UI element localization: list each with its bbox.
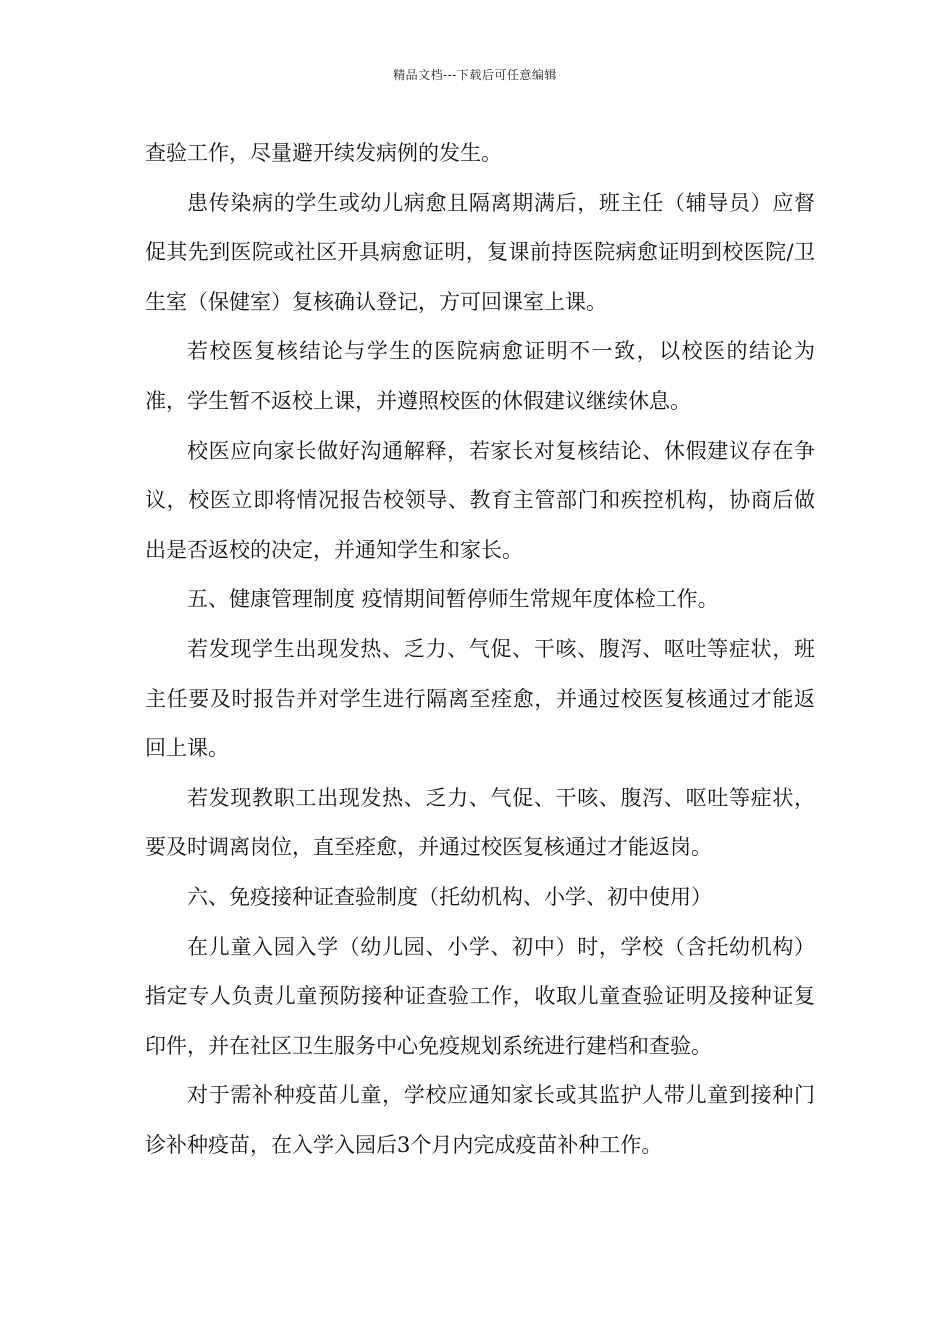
document-body xyxy=(145,129,815,1170)
paragraph: 对于需补种疫苗儿童，学校应通知家长或其监护人带儿童到接种门诊补种疫苗，在入学入园后3个月内完成疫苗补种工作。 xyxy=(145,1083,815,1157)
paragraph: 在儿童入园入学（幼儿园、小学、初中）时，学校（含托幼机构）指定专人负责儿童预防接种证查验工作，收取儿童查验证明及接种证复印件，并在社区卫生服务中心免疫规划系统进行建档和查验。 xyxy=(145,934,815,1058)
paragraph: 若发现学生出现发热、乏力、气促、干咳、腹泻、呕吐等症状，班主任要及时报告并对学生进行隔离至痊愈，并通过校医复核通过才能返回上课。 xyxy=(145,636,815,761)
paragraph: 若校医复核结论与学生的医院病愈证明不一致，以校医的结论为准，学生暂不返校上课，并遵照校医的休假建议继续休息。 xyxy=(145,339,815,413)
paragraph: 若发现教职工出现发热、乏力、气促、干咳、腹泻、呕吐等症状，要及时调离岗位，直至痊愈，并通过校医复核通过才能返岗。 xyxy=(145,785,815,860)
paragraph: 校医应向家长做好沟通解释，若家长对复核结论、休假建议存在争议，校医立即将情况报告校领导、教育主管部门和疾控机构，协商后做出是否返校的决定，并通知学生和家长。 xyxy=(145,438,815,562)
page-header: 精品文档---下载后可任意编辑 xyxy=(393,68,557,82)
section-heading-health-management: 五、健康管理制度 疫情期间暂停师生常规年度体检工作。 xyxy=(187,587,719,612)
section-heading-vaccination: 六、免疫接种证查验制度（托幼机构、小学、初中使用） xyxy=(187,884,712,909)
paragraph: 患传染病的学生或幼儿病愈且隔离期满后，班主任（辅导员）应督促其先到医院或社区开具病愈证明，复课前持医院病愈证明到校医院/卫生室（保健室）复核确认登记，方可回课室上课。 xyxy=(145,190,815,314)
paragraph-continuation: 查验工作，尽量避开续发病例的发生。 xyxy=(145,141,502,165)
